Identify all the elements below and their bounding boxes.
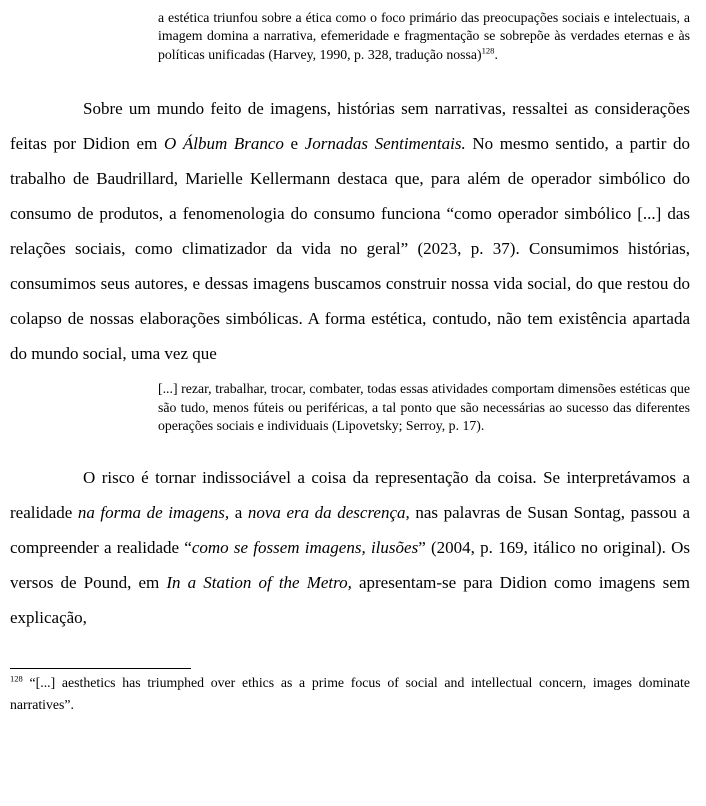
- paragraph-sontag-text-5: apresentam-se para Didion como imagens sem explicação,: [10, 573, 690, 628]
- block-quote-harvey-period: .: [494, 46, 498, 62]
- paragraph-sontag-text-3: nas palavras de Susan Sontag, passou a compreender a realidade “: [10, 503, 690, 558]
- footnote-separator: [10, 668, 191, 669]
- footnote-128: [10, 672, 690, 716]
- footnote-reference-128: 128: [481, 45, 495, 56]
- paragraph-sontag: [10, 460, 690, 635]
- paragraph-sontag-text-2: a: [229, 503, 248, 523]
- poem-title-in-a-station-of-the-metro: In a Station of the Metro,: [166, 573, 352, 593]
- paragraph-sontag-text-4: ” (2004, p. 169, itálico no original). Os versos de Pound, em: [10, 538, 690, 593]
- block-quote-lipovetsky: [158, 380, 690, 435]
- book-title-jornadas-sentimentais: Jornadas Sentimentais.: [304, 134, 466, 154]
- italic-nova-era-da-descrenca: nova era da descrença,: [247, 503, 410, 523]
- paragraph-sontag-text-1: O risco é tornar indissociável a coisa da representação da coisa. Se interpretávamos a realidade: [10, 468, 690, 523]
- italic-como-se-fossem-imagens: como se fossem imagens, ilusões: [191, 538, 419, 558]
- paragraph-didion: [10, 91, 690, 371]
- book-title-o-album-branco: O Álbum Branco: [163, 134, 284, 154]
- italic-na-forma-de-imagens: na forma de imagens,: [77, 503, 230, 523]
- footnote-128-text: “[...] aesthetics has triumphed over ethics as a prime focus of social and intellectual concern, images dominate narratives”.: [10, 675, 690, 713]
- footnote-128-marker: 128: [10, 673, 23, 684]
- paragraph-didion-text-1: Sobre um mundo feito de imagens, histórias sem narrativas, ressaltei as considerações feitas por Didion em: [10, 99, 690, 154]
- block-quote-harvey: [158, 9, 690, 64]
- block-quote-lipovetsky-text: [...] rezar, trabalhar, trocar, combater, todas essas atividades comportam dimensões estéticas que são tudo, menos fúteis ou periféricas, a tal ponto que são necessárias ao sucesso das diferentes operações sociais e individuais (Lipovetsky; Serroy, p. 17).: [158, 381, 690, 434]
- paragraph-didion-text-3: No mesmo sentido, a partir do trabalho de Baudrillard, Marielle Kellermann destaca que, para além de operador simbólico do consumo de produtos, a fenomenologia do consumo funciona “como operador simbólico [...] das relações sociais, como climatizador da vida no geral” (2023, p. 37). Consumimos histórias, consumimos seus autores, e dessas imagens buscamos construir nossa vida social, do que restou do colapso de nossas elaborações simbólicas. A forma estética, contudo, não tem existência apartada do mundo social, uma vez que: [10, 134, 691, 364]
- paragraph-didion-text-2: e: [283, 134, 305, 154]
- block-quote-harvey-text: a estética triunfou sobre a ética como o foco primário das preocupações sociais e intelectuais, a imagem domina a narrativa, efemeridade e fragmentação se sobrepõe às verdades eternas e às políticas unificadas (Harvey, 1990, p. 328, tradução nossa): [158, 10, 690, 62]
